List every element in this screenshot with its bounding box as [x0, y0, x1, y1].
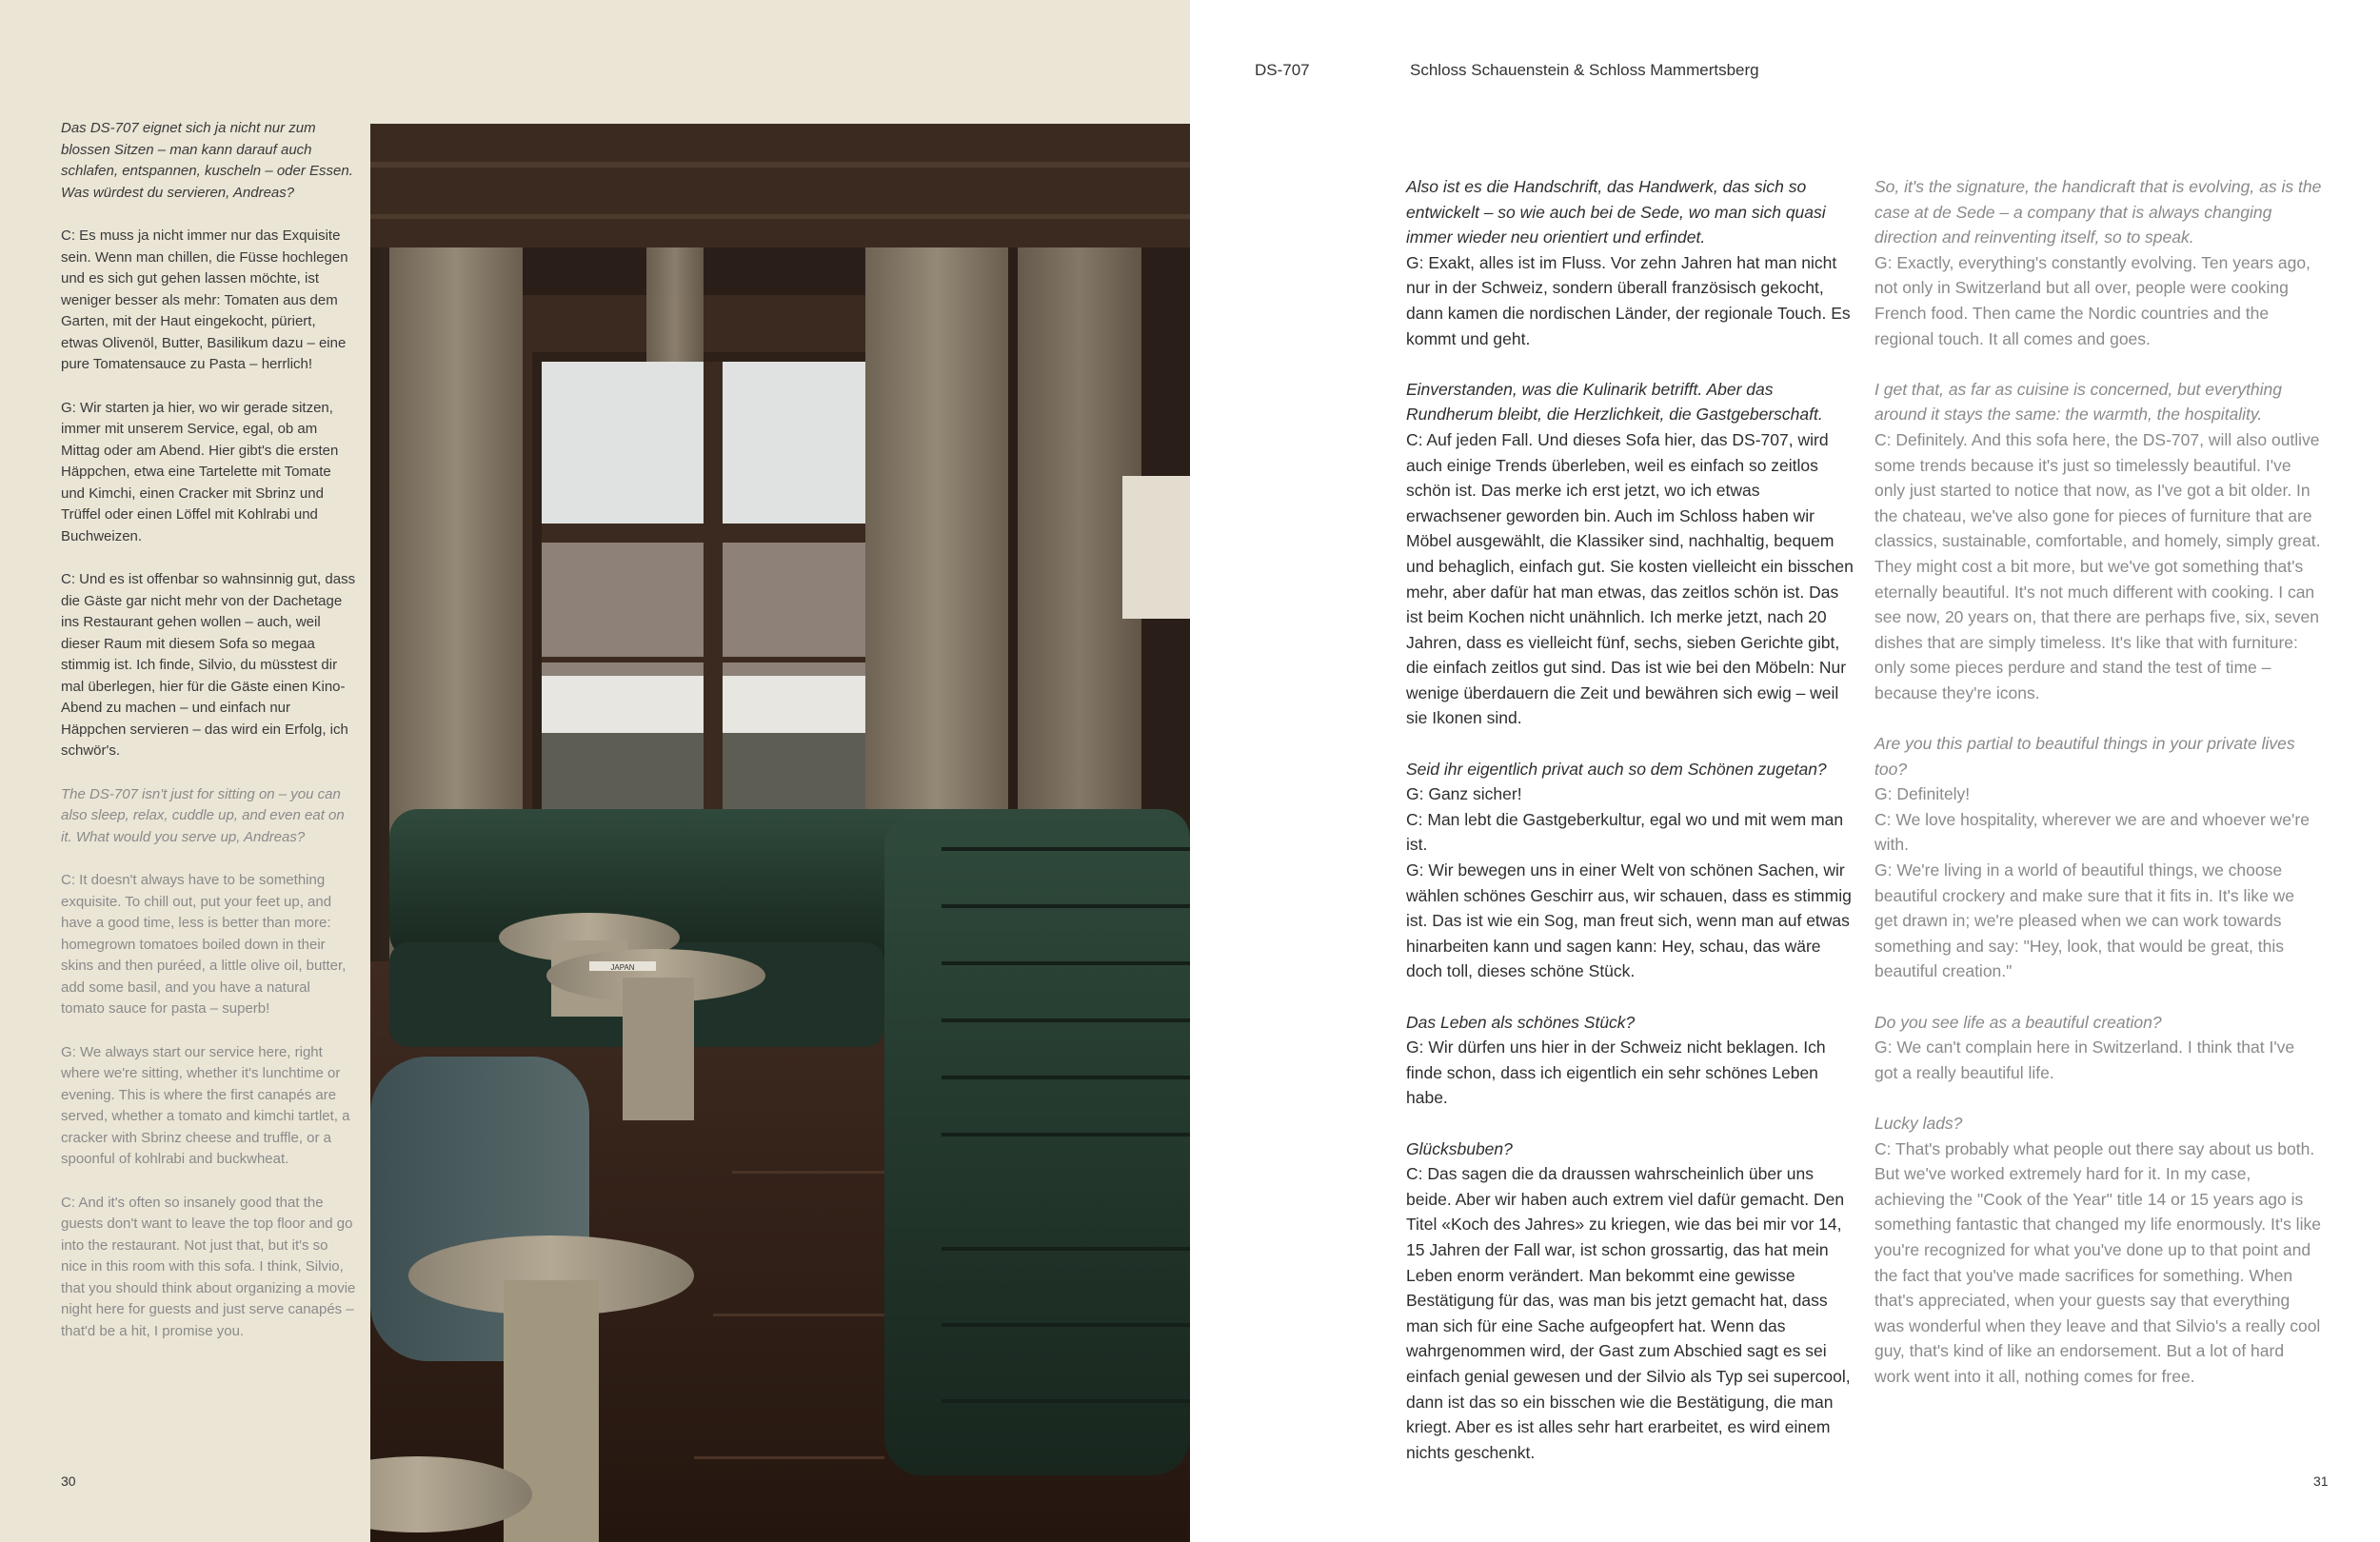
page-number-left: 30 [61, 1473, 76, 1489]
left-paragraph: C: Und es ist offenbar so wahnsinnig gut, dass die Gäste gar nicht mehr von der Dachetage ins Restaurant gehen wollen – auch, weil dieser Raum mit diesem Sofa so megaa stimmig ist. Ich finde, Silvio, du müsstest dir mal überlegen, hier für die Gäste einen Kino-Abend zu machen – und einfach nur Häppchen servieren – das wird ein Erfolg, ich schwör's. [61, 571, 356, 759]
header-product: DS-707 [1255, 61, 1310, 79]
english-block [1874, 1111, 2322, 1390]
german-question: Also ist es die Handschrift, das Handwerk, das sich so entwickelt – so wie auch bei de Sede, wo man sich quasi immer wieder neu orientiert und erfindet. [1406, 177, 1826, 247]
english-question: Are you this partial to beautiful things in your private lives too? [1874, 734, 2295, 779]
english-question: So, it's the signature, the handicraft that is evolving, as is the case at de Sede – a company that is always changing direction and reinventing itself, so to speak. [1874, 177, 2322, 247]
german-question: Seid ihr eigentlich privat auch so dem Schönen zugetan? [1406, 759, 1827, 779]
page-number-right: 31 [2313, 1473, 2329, 1489]
left-paragraph: C: Es muss ja nicht immer nur das Exquisite sein. Wenn man chillen, die Füsse hochlegen und es sich gut gehen lassen möchte, ist weniger besser als mehr: Tomaten aus dem Garten, mit der Haut eingekocht, püriert, etwas Olivenöl, Butter, Basilikum dazu – eine pure Tomatensauce zu Pasta – herrlich! [61, 227, 348, 372]
left-paragraph: G: Wir starten ja hier, wo wir gerade sitzen, immer mit unserem Service, egal, ob am Mittag oder am Abend. Hier gibt's die ersten Häppchen, etwa eine Tartelette mit Tomate und Kimchi, einen Cracker mit Sbrinz und Trüffel oder einen Löffel mit Kohlrabi und Buchweizen. [61, 399, 339, 544]
left-paragraph: C: And it's often so insanely good that the guests don't want to leave the top floor and go into the restaurant. Not just that, but it's so nice in this room with this sofa. I think, Silvio, that you should think about organizing a movie night here for guests and just serve canapés – that'd be a hit, I promise you. [61, 1194, 356, 1339]
german-answer: G: Ganz sicher! C: Man lebt die Gastgeberkultur, egal wo und mit wem man ist. G: Wir bewegen uns in einer Welt von schönen Sachen, wir wählen schönes Geschirr aus, wir schauen, dass es stimmig ist. Das ist wie ein Sog, man freut sich, wenn man auf etwas hinarbeiten kann und sagen kann: Hey, schau, das wäre doch toll, dieses schöne Stück. [1406, 784, 1852, 981]
german-answer: G: Wir dürfen uns hier in der Schweiz nicht beklagen. Ich finde schon, dass ich eigentlich ein sehr schönes Leben habe. [1406, 1038, 1826, 1108]
english-question: Lucky lads? [1874, 1113, 1963, 1133]
german-question: Glücksbuben? [1406, 1138, 1513, 1158]
english-block [1874, 377, 2322, 706]
english-answer: G: Exactly, everything's constantly evolving. Ten years ago, not only in Switzerland but all over, people were cooking French food. Then came the Nordic countries and the regional touch. It all comes and goes. [1874, 252, 2311, 348]
left-paragraph: The DS-707 isn't just for sitting on – you can also sleep, relax, cuddle up, and even eat on it. What would you serve up, Andreas? [61, 785, 345, 845]
english-question: I get that, as far as cuisine is concerned, but everything around it stays the same: the warmth, the hospitality. [1874, 379, 2283, 425]
german-block [1406, 1010, 1854, 1111]
german-column [1406, 174, 1854, 1491]
left-paragraph: C: It doesn't always have to be something exquisite. To chill out, put your feet up, and have a good time, less is better than more: homegrown tomatoes boiled down in their skins and then puréed, a little olive oil, butter, add some basil, and you have a natural tomato sauce for pasta – superb! [61, 872, 347, 1017]
german-block [1406, 377, 1854, 731]
english-answer: C: That's probably what people out there say about us both. But we've worked extremely hard for it. In my case, achieving the "Cook of the Year" title 14 or 15 years ago is something fantastic that changed my life enormously. It's like you're recognized for what you've done up to that point and the fact that you've made sacrifices for something. When that's appreciated, when your guests say that everything was wonderful when they leave and that Silvio's a really cool guy, that's kind of like an endorsement. But a lot of hard work went into it all, nothing comes for free. [1874, 1138, 2321, 1386]
english-answer: C: Definitely. And this sofa here, the DS-707, will also outlive some trends because it's just so timelessly beautiful. I've only just started to notice that now, as I've got a bit older. In the chateau, we've also gone for pieces of furniture that are classics, sustainable, comfortable, and homely, simply great. They might cost a bit more, but we've got something that's eternally beautiful. It's not much different with cooking. I can see now, 20 years on, that there are perhaps five, six, seven dishes that are simply timeless. It's like that with furniture: only some pieces perdure and stand the test of time – because they're icons. [1874, 429, 2321, 702]
english-question: Do you see life as a beautiful creation? [1874, 1012, 2162, 1032]
interior-photo [370, 124, 1190, 1542]
english-block [1874, 174, 2322, 351]
book-label: JAPAN [610, 963, 635, 972]
english-column [1874, 174, 2322, 1414]
german-question: Einverstanden, was die Kulinarik betrifft. Aber das Rundherum bleibt, die Herzlichkeit, die Gastgeberschaft. [1406, 379, 1823, 425]
german-block [1406, 174, 1854, 351]
german-answer: C: Das sagen die da draussen wahrscheinlich über uns beide. Aber wir haben auch extrem viel dafür gemacht. Den Titel «Koch des Jahres» zu kriegen, wie das bei mir vor 14, 15 Jahren der Fall war, ist schon grossartig, das hat mein Leben enorm verändert. Man bekommt eine gewisse Bestätigung für das, was man bis jetzt gemacht hat, dass man sich für eine Sache aufgeopfert hat. Wenn das wahrgenommen wird, der Gast zum Abschied sagt es sei einfach genial gewesen und der Silvio als Typ sei supercool, dann ist das so ein bisschen wie die Bestätigung, die man kriegt. Aber es ist alles sehr hart erarbeitet, es wird einem nichts geschenkt. [1406, 1164, 1851, 1462]
german-answer: G: Exakt, alles ist im Fluss. Vor zehn Jahren hat man nicht nur in der Schweiz, sondern überall französisch gekocht, dann kamen die nordischen Länder, der regionale Touch. Es kommt und geht. [1406, 252, 1851, 348]
left-paragraph: G: We always start our service here, right where we're sitting, whether it's lunchtime or evening. This is where the first canapés are served, whether a tomato and kimchi tartlet, a cracker with Sbrinz cheese and truffle, or a spoonful of kohlrabi and buckwheat. [61, 1043, 350, 1167]
english-answer: G: We can't complain here in Switzerland. I think that I've got a really beautiful life. [1874, 1038, 2295, 1082]
english-answer: G: Definitely! C: We love hospitality, wherever we are and whoever we're with. G: We're living in a world of beautiful things, we choose beautiful crockery and make sure that it fits in. It's like we get drawn in; we're pleased when we can work towards something and say: "Hey, look, that would be great, this beautiful creation." [1874, 784, 2310, 981]
english-block [1874, 1010, 2322, 1086]
german-question: Das Leben als schönes Stück? [1406, 1012, 1636, 1032]
header-location: Schloss Schauenstein & Schloss Mammertsberg [1410, 61, 1759, 79]
german-answer: C: Auf jeden Fall. Und dieses Sofa hier, das DS-707, wird auch einige Trends überleben, weil es einfach so zeitlos schön ist. Das merke ich erst jetzt, wo ich etwas erwachsener geworden bin. Auch im Schloss haben wir Möbel ausgewählt, die Klassiker sind, nachhaltig, bequem und behaglich, einfach gut. Sie kosten vielleicht ein bisschen mehr, aber dafür hat man etwas, das zeitlos schön ist. Das ist beim Kochen nicht unähnlich. Ich merke jetzt, nach 20 Jahren, dass es vielleicht fünf, sechs, sieben Gerichte gibt, die einfach zeitlos gut sind. Das ist wie bei den Möbeln: Nur wenige überdauern die Zeit und bewähren sich ewig – weil sie Ikonen sind. [1406, 429, 1854, 728]
german-block [1406, 1137, 1854, 1466]
english-block [1874, 731, 2322, 984]
left-text-column [61, 118, 356, 1364]
german-block [1406, 757, 1854, 984]
left-paragraph: Das DS-707 eignet sich ja nicht nur zum blossen Sitzen – man kann darauf auch schlafen, entspannen, kuscheln – oder Essen. Was würdest du servieren, Andreas? [61, 120, 353, 201]
